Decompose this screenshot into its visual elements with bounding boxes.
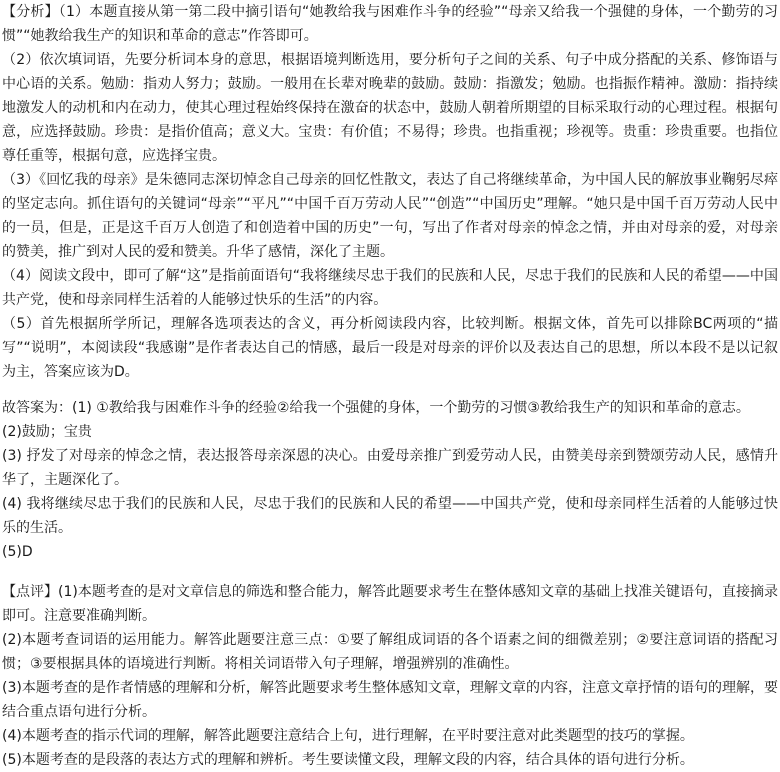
spacer bbox=[2, 564, 778, 580]
comment-paragraph-4: (4)本题考查的指示代词的理解，解答此题要注意结合上句，进行理解，在平时要注意对此类题型的技巧的掌握。 bbox=[2, 728, 694, 744]
analysis-paragraph-2: （2）依次填词语，先要分析词本身的意思，根据语境判断选用，要分析句子之间的关系、句子中成分搭配的关系、修饰语与中心语的关系。勉励：指劝人努力；鼓励。一般用在长辈对晚辈的鼓励。鼓励：指激发；勉励。也指振作精神。激励：指持续地激发人的动机和内在动力，使其心理过程始终保持在激奋的状态中，鼓励人朝着所期望的目标采取行动的心理过程。根据句意，应选择鼓励。珍贵：是指价值高；意义大。宝贵：有价值；不易得；珍贵。也指重视；珍视等。贵重：珍贵重要。也指位尊任重等，根据句意，应选择宝贵。 bbox=[2, 52, 778, 164]
comment-section bbox=[2, 580, 778, 772]
comment-paragraph-3: (3)本题考查的是作者情感的理解和分析，解答此题要求考生整体感知文章，理解文章的内容，注意文章抒情的语句的理解，要结合重点语句进行分析。 bbox=[2, 680, 778, 720]
answer-section bbox=[2, 396, 778, 564]
answer-line-5: (5)D bbox=[2, 544, 33, 560]
spacer bbox=[2, 384, 778, 396]
answer-line-3: (3) 抒发了对母亲的悼念之情，表达报答母亲深恩的决心。由爱母亲推广到爱劳动人民，由赞美母亲到赞颂劳动人民，感情升华了，主题深化了。 bbox=[2, 448, 778, 488]
answer-line-1: 故答案为：(1) ①教给我与困难作斗争的经验②给我一个强健的身体，一个勤劳的习惯③教给我生产的知识和革命的意志。 bbox=[2, 400, 750, 416]
analysis-section bbox=[2, 0, 778, 384]
analysis-paragraph-5: （5）首先根据所学所记，理解各选项表达的含义，再分析阅读段内容，比较判断。根据文体，首先可以排除BC两项的“描写”“说明”，本阅读段“我感谢”是作者表达自己的情感，最后一段是对母亲的评价以及表达自己的思想，所以本段不是以记叙为主，答案应该为D。 bbox=[2, 316, 778, 380]
comment-paragraph-1: 【点评】(1)本题考查的是对文章信息的筛选和整合能力，解答此题要求考生在整体感知文章的基础上找准关键语句，直接摘录即可。注意要准确判断。 bbox=[2, 584, 778, 624]
answer-line-4: (4) 我将继续尽忠于我们的民族和人民，尽忠于我们的民族和人民的希望——中国共产党，使和母亲同样生活着的人能够过快乐的生活。 bbox=[2, 496, 778, 536]
answer-line-2: (2)鼓励；宝贵 bbox=[2, 424, 92, 440]
analysis-paragraph-4: （4）阅读文段中，即可了解“这”是指前面语句“我将继续尽忠于我们的民族和人民，尽忠于我们的民族和人民的希望——中国共产党，使和母亲同样生活着的人能够过快乐的生活”的内容。 bbox=[2, 268, 778, 308]
document-body bbox=[2, 0, 778, 772]
analysis-paragraph-1: 【分析】（1）本题直接从第一第二段中摘引语句“她教给我与困难作斗争的经验”“母亲又给我一个强健的身体，一个勤劳的习惯”“她教给我生产的知识和革命的意志”作答即可。 bbox=[2, 4, 778, 44]
comment-paragraph-5: (5)本题考查的是段落的表达方式的理解和辨析。考生要读懂文段，理解文段的内容，结合具体的语句进行分析。 bbox=[2, 752, 694, 768]
comment-paragraph-2: (2)本题考查词语的运用能力。解答此题要注意三点：①要了解组成词语的各个语素之间的细微差别；②要注意词语的搭配习惯；③要根据具体的语境进行判断。将相关词语带入句子理解，增强辨别的准确性。 bbox=[2, 632, 778, 672]
analysis-paragraph-3: （3）《回忆我的母亲》是朱德同志深切悼念自己母亲的回忆性散文，表达了自己将继续革命，为中国人民的解放事业鞠躬尽瘁的坚定志向。抓住语句的关键词“母亲”“平凡”“中国千百万劳动人民”“创造”“中国历史”理解。“她只是中国千百万劳动人民中的一员，但是，正是这千百万人创造了和创造着中国的历史”一句，写出了作者对母亲的悼念之情，并由对母亲的爱，对母亲的赞美，推广到对人民的爱和赞美。升华了感情，深化了主题。 bbox=[2, 172, 778, 260]
